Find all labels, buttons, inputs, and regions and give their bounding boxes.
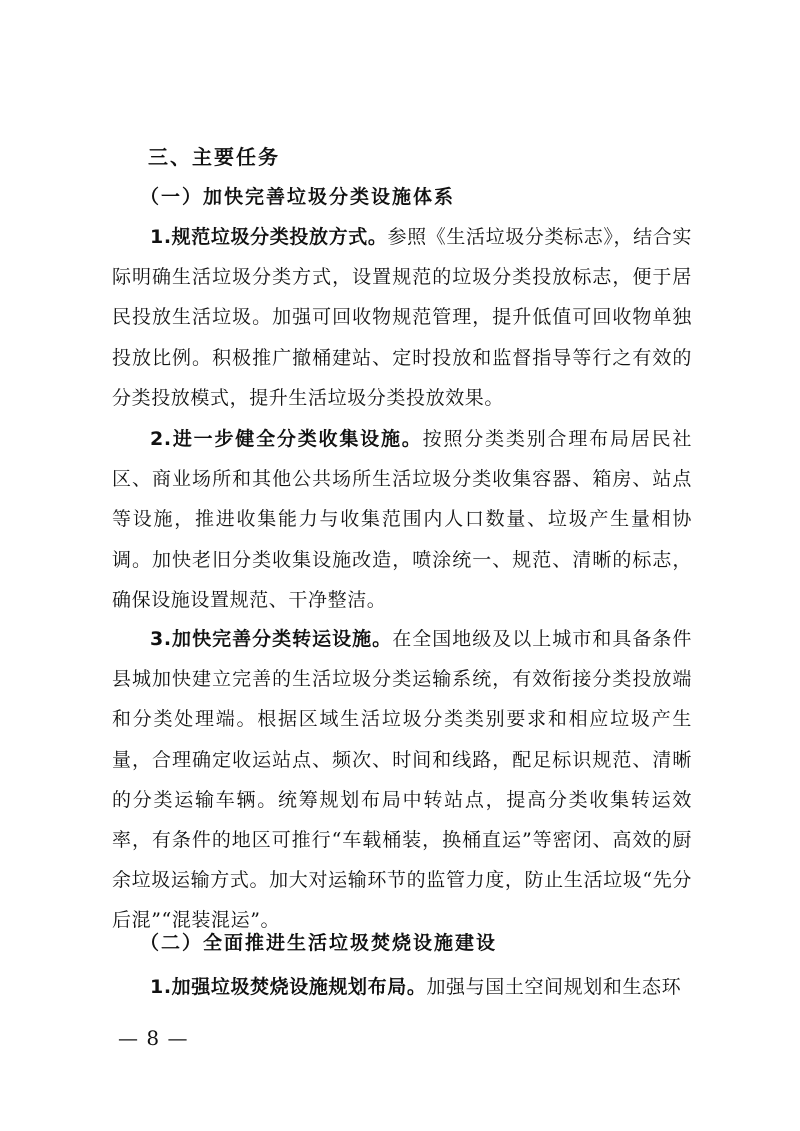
subsection-heading-1: （一）加快完善垃圾分类设施体系: [140, 186, 456, 208]
paragraph-2-lead: 2.进一步健全分类收集设施。: [150, 428, 423, 450]
paragraph-4-lead: 1.加强垃圾焚烧设施规划布局。: [150, 976, 427, 998]
paragraph-3: [112, 619, 692, 941]
paragraph-1-text: 参照《生活垃圾分类标志》，结合实际明确生活垃圾分类方式，设置规范的垃圾分类投放标志，便于居民投放生活垃圾。加强可回收物规范管理，提升低值可回收物单独投放比例。积极推广撤桶建站、定时投放和监督指导等行之有效的分类投放模式，提升生活垃圾分类投放效果。: [112, 226, 692, 409]
section-heading: 三、主要任务: [148, 145, 280, 169]
paragraph-1-lead: 1.规范垃圾分类投放方式。: [150, 226, 388, 248]
subsection-heading-2: （二）全面推进生活垃圾焚烧设施建设: [140, 932, 498, 954]
paragraph-3-lead: 3.加快完善分类转运设施。: [150, 628, 393, 650]
paragraph-2: [112, 419, 692, 620]
paragraph-1: [112, 217, 692, 418]
page-number: — 8 —: [118, 1026, 189, 1050]
paragraph-4: [112, 967, 692, 1009]
paragraph-3-text: 在全国地级及以上城市和具备条件县城加快建立完善的生活垃圾分类运输系统，有效衔接分类投放端和分类处理端。根据区域生活垃圾分类类别要求和相应垃圾产生量，合理确定收运站点、频次、时间和线路，配足标识规范、清晰的分类运输车辆。统筹规划布局中转站点，提高分类收集转运效率，有条件的地区可推行“车载桶装，换桶直运”等密闭、高效的厨余垃圾运输方式。加大对运输环节的监管力度，防止生活垃圾“先分后混”“混装混运”。: [112, 628, 692, 932]
paragraph-4-text: 加强与国土空间规划和生态环: [426, 976, 682, 998]
paragraph-2-text: 按照分类类别合理布局居民社区、商业场所和其他公共场所生活垃圾分类收集容器、箱房、站点等设施，推进收集能力与收集范围内人口数量、垃圾产生量相协调。加快老旧分类收集设施改造，喷涂统一、规范、清晰的标志，确保设施设置规范、干净整洁。: [112, 428, 692, 611]
